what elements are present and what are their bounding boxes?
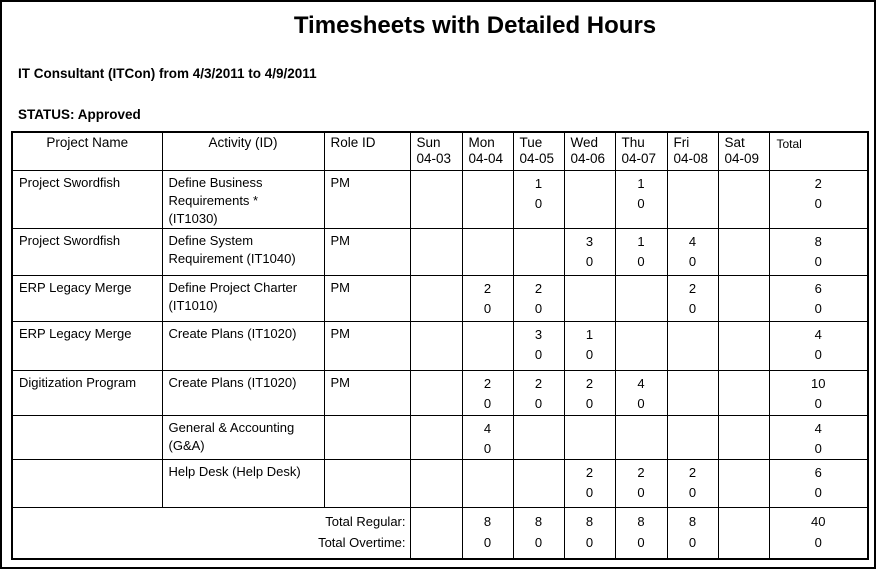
regular-hours-value: [668, 174, 718, 194]
day-name: Sat: [724, 135, 745, 150]
day-hours-cell: [513, 459, 564, 507]
overtime-hours-value: 0: [534, 300, 543, 316]
overtime-hours-value: [463, 345, 513, 365]
activity-cell: Help Desk (Help Desk): [162, 459, 324, 507]
role-id-cell: PM: [324, 170, 410, 228]
regular-hours-value: [719, 374, 769, 394]
regular-hours-value: [668, 374, 718, 394]
regular-hours-value: [565, 174, 615, 194]
overtime-hours-value: 0: [585, 346, 594, 362]
day-date: 04-05: [519, 151, 555, 166]
regular-hours-value: [463, 232, 513, 252]
day-hours-cell: [615, 459, 667, 507]
total-hours-cell: [769, 415, 868, 459]
column-header-fri: [667, 132, 718, 170]
regular-hours-value: 1: [637, 233, 645, 249]
regular-hours-value: [463, 325, 513, 345]
overtime-hours-value: 0: [534, 195, 543, 211]
footer-overtime-value: 0: [534, 534, 543, 550]
regular-hours-value: [616, 279, 667, 299]
overtime-hours-value: [719, 345, 769, 365]
day-hours-cell: [410, 170, 462, 228]
regular-hours-value: [514, 463, 564, 483]
overtime-hours-value: [719, 299, 769, 319]
footer-overtime-value: [719, 531, 769, 551]
footer-day-cell-sun: [410, 507, 462, 559]
regular-hours-value: [616, 325, 667, 345]
overtime-hours-value: [719, 483, 769, 503]
overtime-hours-value: [411, 299, 462, 319]
regular-hours-value: [719, 419, 769, 439]
day-hours-cell: [718, 459, 769, 507]
footer-day-cell-mon: [462, 507, 513, 559]
activity-cell: Define Project Charter (IT1010): [162, 275, 324, 321]
column-header-sun: [410, 132, 462, 170]
regular-hours-value: 4: [688, 233, 697, 249]
activity-cell: Define Business Requirements * (IT1030): [162, 170, 324, 228]
overtime-hours-value: [668, 194, 718, 214]
column-header-activity: Activity (ID): [162, 132, 324, 170]
table-row: [12, 321, 868, 370]
day-hours-cell: [513, 228, 564, 275]
overtime-hours-value: [411, 483, 462, 503]
overtime-hours-value: [411, 345, 462, 365]
overtime-hours-value: [565, 439, 615, 459]
role-id-cell: PM: [324, 275, 410, 321]
overtime-hours-value: [565, 299, 615, 319]
total-hours-cell: [769, 459, 868, 507]
day-name: Sun: [416, 135, 441, 150]
day-hours-cell: [615, 170, 667, 228]
activity-cell: Define System Requirement (IT1040): [162, 228, 324, 275]
overtime-hours-value: [565, 194, 615, 214]
day-name: Tue: [519, 135, 543, 150]
activity-cell: Create Plans (IT1020): [162, 321, 324, 370]
day-hours-cell: [410, 228, 462, 275]
table-row: [12, 370, 868, 415]
day-hours-cell: [718, 170, 769, 228]
overtime-total-value: 0: [814, 195, 822, 211]
column-header-mon: [462, 132, 513, 170]
day-hours-cell: [564, 370, 615, 415]
overtime-hours-value: [463, 252, 513, 272]
table-row: [12, 415, 868, 459]
day-hours-cell: [564, 170, 615, 228]
regular-total-value: 6: [814, 280, 822, 296]
footer-day-cell-sat: [718, 507, 769, 559]
day-hours-cell: [667, 459, 718, 507]
regular-hours-value: [411, 463, 462, 483]
overtime-hours-value: 0: [688, 253, 697, 269]
timesheet-body: [12, 170, 868, 507]
footer-overtime-value: 0: [637, 534, 645, 550]
column-header-project: Project Name: [12, 132, 162, 170]
day-hours-cell: [615, 275, 667, 321]
overtime-hours-value: [514, 483, 564, 503]
day-hours-cell: [667, 321, 718, 370]
day-hours-cell: [718, 370, 769, 415]
day-hours-cell: [718, 415, 769, 459]
day-date: 04-03: [416, 151, 452, 166]
regular-hours-value: 4: [483, 420, 492, 436]
footer-regular-value: [719, 511, 769, 531]
overtime-hours-value: [668, 345, 718, 365]
day-hours-cell: [564, 275, 615, 321]
day-hours-cell: [718, 228, 769, 275]
overtime-hours-value: [616, 299, 667, 319]
footer-regular-value: 8: [688, 513, 697, 529]
overtime-hours-value: 0: [534, 346, 543, 362]
overtime-hours-value: [719, 394, 769, 414]
column-header-total: Total: [769, 132, 868, 170]
footer-overtime-value: 0: [483, 534, 492, 550]
regular-hours-value: [719, 325, 769, 345]
project-name-cell: ERP Legacy Merge: [12, 321, 162, 370]
overtime-hours-value: 0: [637, 253, 645, 269]
regular-total-value: 4: [814, 420, 822, 436]
column-header-wed: [564, 132, 615, 170]
overtime-hours-value: [411, 394, 462, 414]
day-hours-cell: [462, 415, 513, 459]
day-hours-cell: [513, 170, 564, 228]
day-hours-cell: [410, 275, 462, 321]
overtime-total-value: 0: [814, 300, 822, 316]
overtime-hours-value: 0: [637, 195, 645, 211]
timesheet-table: [11, 131, 869, 560]
overtime-hours-value: 0: [483, 395, 492, 411]
day-hours-cell: [462, 370, 513, 415]
day-date: 04-04: [468, 151, 504, 166]
regular-hours-value: [719, 232, 769, 252]
activity-cell: Create Plans (IT1020): [162, 370, 324, 415]
day-hours-cell: [615, 415, 667, 459]
overtime-hours-value: 0: [483, 440, 492, 456]
day-name: Wed: [570, 135, 599, 150]
total-regular-label: Total Regular:: [325, 513, 406, 529]
column-header-thu: [615, 132, 667, 170]
regular-hours-value: [463, 463, 513, 483]
overtime-hours-value: 0: [637, 395, 645, 411]
regular-hours-value: 2: [534, 375, 543, 391]
overtime-hours-value: [616, 345, 667, 365]
footer-regular-value: 8: [483, 513, 492, 529]
day-hours-cell: [462, 228, 513, 275]
table-row: [12, 170, 868, 228]
regular-hours-value: 2: [585, 375, 594, 391]
day-hours-cell: [718, 321, 769, 370]
table-row: [12, 228, 868, 275]
role-id-cell: PM: [324, 370, 410, 415]
overtime-hours-value: [514, 439, 564, 459]
column-header-sat: [718, 132, 769, 170]
day-hours-cell: [564, 415, 615, 459]
day-hours-cell: [564, 228, 615, 275]
regular-hours-value: 3: [534, 326, 543, 342]
overtime-total-value: 0: [814, 440, 822, 456]
footer-day-cell-fri: [667, 507, 718, 559]
regular-hours-value: 2: [483, 280, 492, 296]
day-hours-cell: [667, 415, 718, 459]
regular-hours-value: [411, 325, 462, 345]
overtime-hours-value: 0: [688, 300, 697, 316]
regular-hours-value: [565, 419, 615, 439]
regular-hours-value: [514, 419, 564, 439]
day-hours-cell: [410, 459, 462, 507]
footer-day-cell-tue: [513, 507, 564, 559]
day-date: 04-07: [621, 151, 657, 166]
regular-hours-value: [411, 232, 462, 252]
project-name-cell: Project Swordfish: [12, 170, 162, 228]
day-hours-cell: [410, 415, 462, 459]
footer-overtime-value: 0: [585, 534, 594, 550]
regular-hours-value: [411, 419, 462, 439]
overtime-hours-value: [668, 394, 718, 414]
day-date: 04-09: [724, 151, 760, 166]
total-hours-cell: [769, 321, 868, 370]
footer-regular-total: 40: [811, 513, 826, 529]
regular-hours-value: 1: [585, 326, 594, 342]
regular-total-value: 2: [814, 175, 822, 191]
regular-hours-value: 2: [585, 464, 594, 480]
footer-day-cell-thu: [615, 507, 667, 559]
total-overtime-label: Total Overtime:: [318, 534, 406, 550]
overtime-hours-value: [719, 439, 769, 459]
regular-hours-value: [668, 325, 718, 345]
day-hours-cell: [513, 370, 564, 415]
project-name-cell: Project Swordfish: [12, 228, 162, 275]
regular-total-value: 6: [814, 464, 822, 480]
day-hours-cell: [462, 275, 513, 321]
footer-regular-value: 8: [534, 513, 543, 529]
project-name-cell: [12, 459, 162, 507]
overtime-hours-value: 0: [483, 300, 492, 316]
day-hours-cell: [667, 170, 718, 228]
day-hours-cell: [718, 275, 769, 321]
day-name: Thu: [621, 135, 645, 150]
regular-hours-value: 2: [534, 280, 543, 296]
activity-cell: General & Accounting (G&A): [162, 415, 324, 459]
overtime-total-value: 0: [814, 484, 822, 500]
regular-hours-value: [719, 174, 769, 194]
regular-total-value: 10: [811, 375, 826, 391]
totals-row: [12, 507, 868, 559]
regular-hours-value: [616, 419, 667, 439]
overtime-total-value: 0: [814, 253, 822, 269]
overtime-total-value: 0: [814, 395, 822, 411]
overtime-hours-value: [719, 194, 769, 214]
footer-regular-value: [411, 511, 462, 531]
overtime-hours-value: [411, 439, 462, 459]
report-status: STATUS: Approved: [18, 107, 141, 122]
day-hours-cell: [615, 228, 667, 275]
day-hours-cell: [667, 275, 718, 321]
role-id-cell: PM: [324, 321, 410, 370]
day-hours-cell: [513, 321, 564, 370]
table-row: [12, 459, 868, 507]
overtime-hours-value: 0: [688, 484, 697, 500]
day-hours-cell: [410, 321, 462, 370]
project-name-cell: Digitization Program: [12, 370, 162, 415]
day-hours-cell: [564, 459, 615, 507]
overtime-total-value: 0: [814, 346, 822, 362]
footer-day-cell-wed: [564, 507, 615, 559]
footer-regular-value: 8: [637, 513, 645, 529]
overtime-hours-value: 0: [534, 395, 543, 411]
day-hours-cell: [462, 321, 513, 370]
day-hours-cell: [564, 321, 615, 370]
overtime-hours-value: [411, 194, 462, 214]
regular-hours-value: [411, 374, 462, 394]
overtime-hours-value: [463, 483, 513, 503]
day-hours-cell: [462, 459, 513, 507]
regular-hours-value: [463, 174, 513, 194]
overtime-hours-value: 0: [585, 484, 594, 500]
day-hours-cell: [667, 228, 718, 275]
column-header-tue: [513, 132, 564, 170]
day-date: 04-08: [673, 151, 709, 166]
day-name: Mon: [468, 135, 495, 150]
footer-overtime-value: 0: [688, 534, 697, 550]
regular-hours-value: 2: [637, 464, 645, 480]
overtime-hours-value: [514, 252, 564, 272]
regular-hours-value: 3: [585, 233, 594, 249]
total-hours-cell: [769, 228, 868, 275]
overtime-hours-value: [616, 439, 667, 459]
day-hours-cell: [513, 275, 564, 321]
role-id-cell: [324, 459, 410, 507]
footer-overtime-value: [411, 531, 462, 551]
total-hours-cell: [769, 370, 868, 415]
role-id-cell: PM: [324, 228, 410, 275]
regular-hours-value: [668, 419, 718, 439]
page-title: Timesheets with Detailed Hours: [293, 12, 657, 39]
day-hours-cell: [513, 415, 564, 459]
regular-hours-value: [719, 463, 769, 483]
project-name-cell: [12, 415, 162, 459]
regular-hours-value: 4: [637, 375, 645, 391]
total-hours-cell: [769, 275, 868, 321]
regular-hours-value: 2: [688, 280, 697, 296]
total-hours-cell: [769, 170, 868, 228]
regular-total-value: 4: [814, 326, 822, 342]
day-hours-cell: [410, 370, 462, 415]
overtime-hours-value: 0: [637, 484, 645, 500]
overtime-hours-value: [463, 194, 513, 214]
day-hours-cell: [667, 370, 718, 415]
regular-hours-value: 2: [688, 464, 697, 480]
header-row: [12, 132, 868, 170]
day-date: 04-06: [570, 151, 606, 166]
regular-hours-value: [514, 232, 564, 252]
day-hours-cell: [615, 370, 667, 415]
regular-hours-value: 1: [534, 175, 543, 191]
overtime-hours-value: 0: [585, 253, 594, 269]
overtime-hours-value: 0: [585, 395, 594, 411]
footer-total-cell: [769, 507, 868, 559]
column-header-role: Role ID: [324, 132, 410, 170]
overtime-hours-value: [668, 439, 718, 459]
report-subtitle: IT Consultant (ITCon) from 4/3/2011 to 4/9/2011: [18, 66, 317, 81]
totals-label-cell: [12, 507, 410, 559]
footer-regular-value: 8: [585, 513, 594, 529]
table-row: [12, 275, 868, 321]
regular-total-value: 8: [814, 233, 822, 249]
regular-hours-value: 2: [483, 375, 492, 391]
regular-hours-value: [719, 279, 769, 299]
day-hours-cell: [462, 170, 513, 228]
footer-overtime-total: 0: [814, 534, 822, 550]
role-id-cell: [324, 415, 410, 459]
day-hours-cell: [615, 321, 667, 370]
overtime-hours-value: [719, 252, 769, 272]
regular-hours-value: [411, 174, 462, 194]
regular-hours-value: [411, 279, 462, 299]
day-name: Fri: [673, 135, 690, 150]
regular-hours-value: 1: [637, 175, 645, 191]
overtime-hours-value: [411, 252, 462, 272]
regular-hours-value: [565, 279, 615, 299]
project-name-cell: ERP Legacy Merge: [12, 275, 162, 321]
